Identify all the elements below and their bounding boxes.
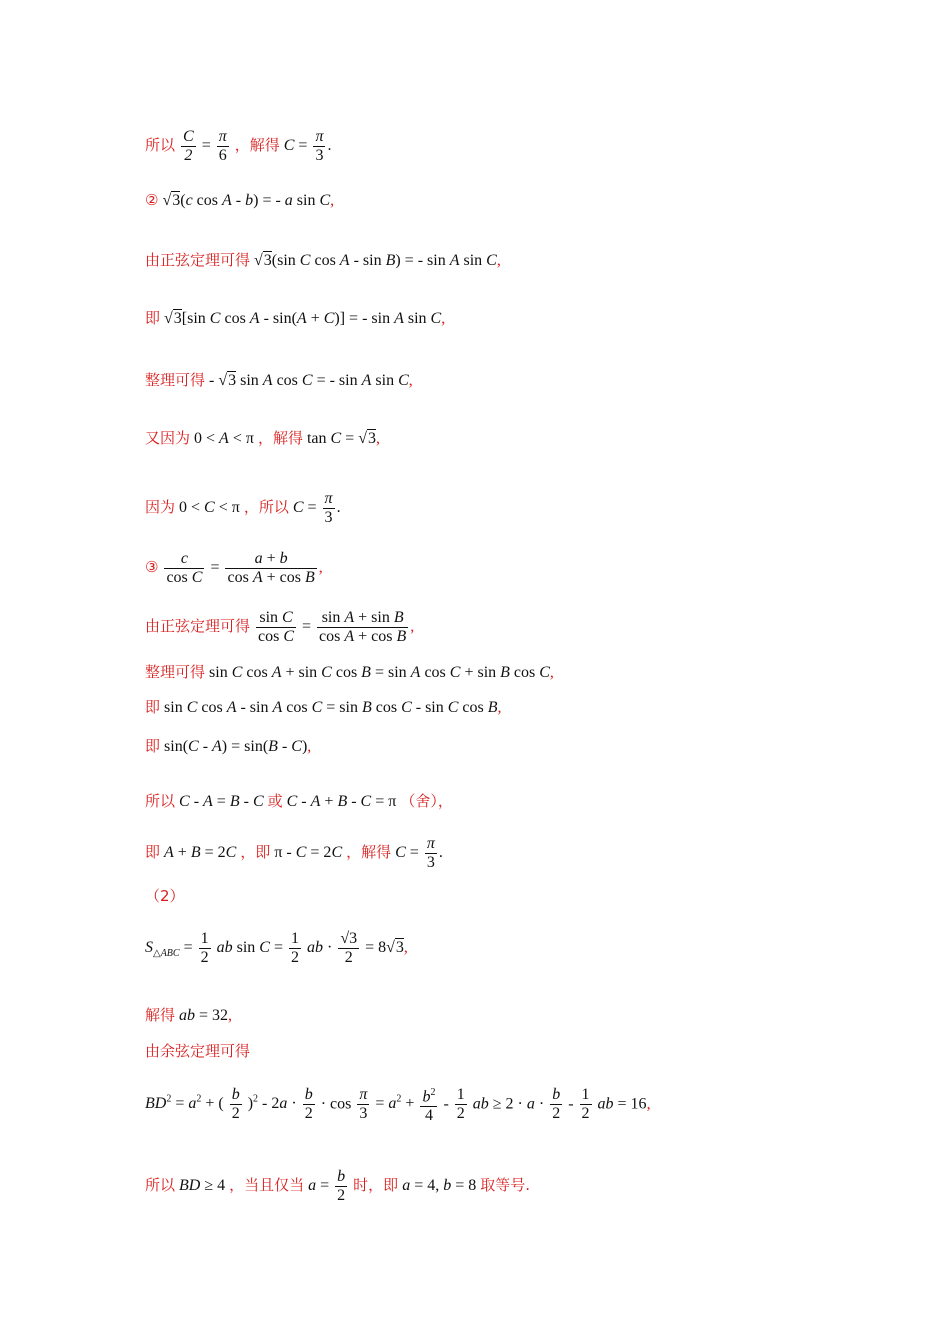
text: 整理可得 [145, 663, 206, 681]
punct: , [497, 699, 502, 716]
solution-line: $S_{\triangle ABC}$ = $\frac{1}{2}$ ab sin C = $\frac{1}{2}$ ab · $\frac{√3}{2}$ = 8√3, [145, 930, 408, 966]
punct: . [336, 499, 341, 517]
solution-line: 由正弦定理可得 $\frac{\text{sin C}}{\text{cos C}}$ = $\frac{\text{sin A + sin B}}{\text{cos A + cos B}}$ , [145, 609, 415, 645]
punct: . [438, 844, 443, 862]
math-fraction: $\frac{b^2}{4}$ [420, 1084, 437, 1125]
solution-line: 因为 0 < C < π ，所以 C = $\frac{\pi}{3}$ . [145, 490, 341, 526]
part-label [145, 886, 185, 907]
math-fraction: $\frac{\pi}{3}$ [426, 835, 435, 871]
punct: , [403, 939, 408, 957]
text: 整理可得 [145, 371, 206, 389]
solution-line: 即 √3[sin C cos A - sin(A + C)] = - sin A sin C, [145, 309, 446, 327]
text: ，解得 [257, 429, 303, 447]
solution-line: 整理可得 - √3 sin A cos C = - sin A sin C, [145, 371, 413, 389]
solution-line: 即 sin C cos A - sin A cos C = sin B cos C - sin C cos B, [145, 698, 502, 716]
math-fraction: $\frac{b}{2}$ [337, 1168, 346, 1204]
punct: , [496, 252, 501, 269]
solution-line: 即 A + B = 2C ，即 π - C = 2C ，解得 C = $\frac{\pi}{3}$ . [145, 835, 443, 871]
text: 又因为 [145, 429, 191, 447]
text: 由正弦定理可得 [145, 251, 251, 269]
math-fraction: $\frac{\pi}{3}$ [315, 128, 324, 164]
punct: , [441, 310, 446, 327]
text: 即 [145, 737, 161, 755]
text: 所以 [145, 1176, 176, 1195]
math-fraction: $\frac{b}{2}$ [552, 1086, 561, 1123]
text: ，解得 [234, 136, 280, 155]
text: 因为 [145, 498, 176, 517]
solution-line: 所以 $\frac{C}{2}$ = $\frac{\pi}{6}$ ，解得 C = $\frac{\pi}{3}$ . [145, 128, 332, 164]
solution-line: $BD^2 = a^2$ + ( $\frac{b}{2}$ )$^2$ - 2a · $\frac{b}{2}$ · cos $\frac{\pi}{3}$ = $a^2$ + $\frac{b^2}{4}$ - $\frac{1}{2}$ ab ≥ 2 · a · $\frac{b}{2}$ - $\frac{1}{2}$ ab = 16, [145, 1084, 651, 1125]
math-fraction: $\frac{\pi}{6}$ [218, 128, 227, 164]
math-fraction: $\frac{\text{sin A + sin B}}{\text{cos A + cos B}}$ [319, 609, 407, 645]
text: 所以 [145, 136, 176, 155]
math-fraction: $\frac{1}{2}$ [291, 930, 299, 966]
math-fraction: $\frac{1}{2}$ [456, 1086, 465, 1123]
punct: . [327, 137, 332, 155]
solution-line: 所以 C - A = B - C 或 C - A + B - C = π （舍）， [145, 792, 453, 810]
punct: , [307, 738, 312, 755]
text: ③ [145, 558, 159, 577]
text: 即 [145, 309, 161, 327]
punct: , [549, 664, 554, 681]
text: 即 [145, 698, 161, 716]
punct: , [228, 1007, 233, 1024]
text: （舍）， [400, 792, 453, 810]
text: 所以 [145, 792, 176, 810]
math-fraction: $\frac{b}{2}$ [231, 1086, 240, 1123]
text: 时，即 [353, 1176, 399, 1195]
math-fraction: $\frac{1}{2}$ [581, 1086, 590, 1123]
math-fraction: $\frac{√3}{2}$ [340, 930, 358, 966]
math-fraction: $\frac{\pi}{3}$ [359, 1086, 368, 1123]
text: 由余弦定理可得 [145, 1042, 251, 1060]
text: ② [145, 191, 159, 209]
math-fraction: $\frac{c}{\text{cos C}}$ [166, 550, 203, 586]
math-fraction: $\frac{\pi}{3}$ [324, 490, 333, 526]
math-fraction: $\frac{1}{2}$ [200, 930, 209, 966]
solution-line: 解得 ab = 32, [145, 1006, 233, 1024]
punct: , [408, 372, 413, 389]
math-fraction: $\frac{C}{2}$ [183, 128, 194, 164]
punct: , [375, 430, 380, 447]
solution-line [145, 1041, 250, 1062]
solution-line: 又因为 0 < A < π ，解得 tan C = √3, [145, 429, 380, 447]
text: （2） [145, 887, 185, 905]
text: ，当且仅当 [229, 1176, 305, 1195]
punct: , [410, 618, 415, 636]
text: ，所以 [243, 498, 289, 517]
text: ，解得 [346, 843, 392, 862]
punct: , [318, 559, 323, 577]
text: ，即 [240, 843, 271, 862]
text: 即 [145, 843, 161, 862]
solution-line: ② √3(c cos A - b) = - a sin C, [145, 191, 335, 209]
solution-line: ③ $\frac{c}{\text{cos C}}$ = $\frac{a + b}{\text{cos A + cos B}}$ , [145, 550, 323, 586]
solution-line: 由正弦定理可得 √3(sin C cos A - sin B) = - sin A sin C, [145, 251, 501, 269]
solution-line: 整理可得 sin C cos A + sin C cos B = sin A cos C + sin B cos C, [145, 663, 554, 681]
punct: , [330, 192, 335, 209]
math-fraction: $\frac{\text{sin C}}{\text{cos C}}$ [258, 609, 295, 645]
text: 由正弦定理可得 [145, 617, 251, 636]
solution-line: 即 sin(C - A) = sin(B - C), [145, 737, 312, 755]
text: 解得 [145, 1006, 176, 1024]
solution-line: 所以 BD ≥ 4 ，当且仅当 a = $\frac{b}{2}$ 时，即 a = 4, b = 8 取等号. [145, 1168, 531, 1204]
text: 取等号. [480, 1176, 531, 1195]
text: 或 [267, 792, 283, 810]
math-fraction: $\frac{a + b}{\text{cos A + cos B}}$ [227, 550, 315, 586]
math-fraction: $\frac{b}{2}$ [304, 1086, 313, 1123]
punct: , [646, 1095, 651, 1113]
